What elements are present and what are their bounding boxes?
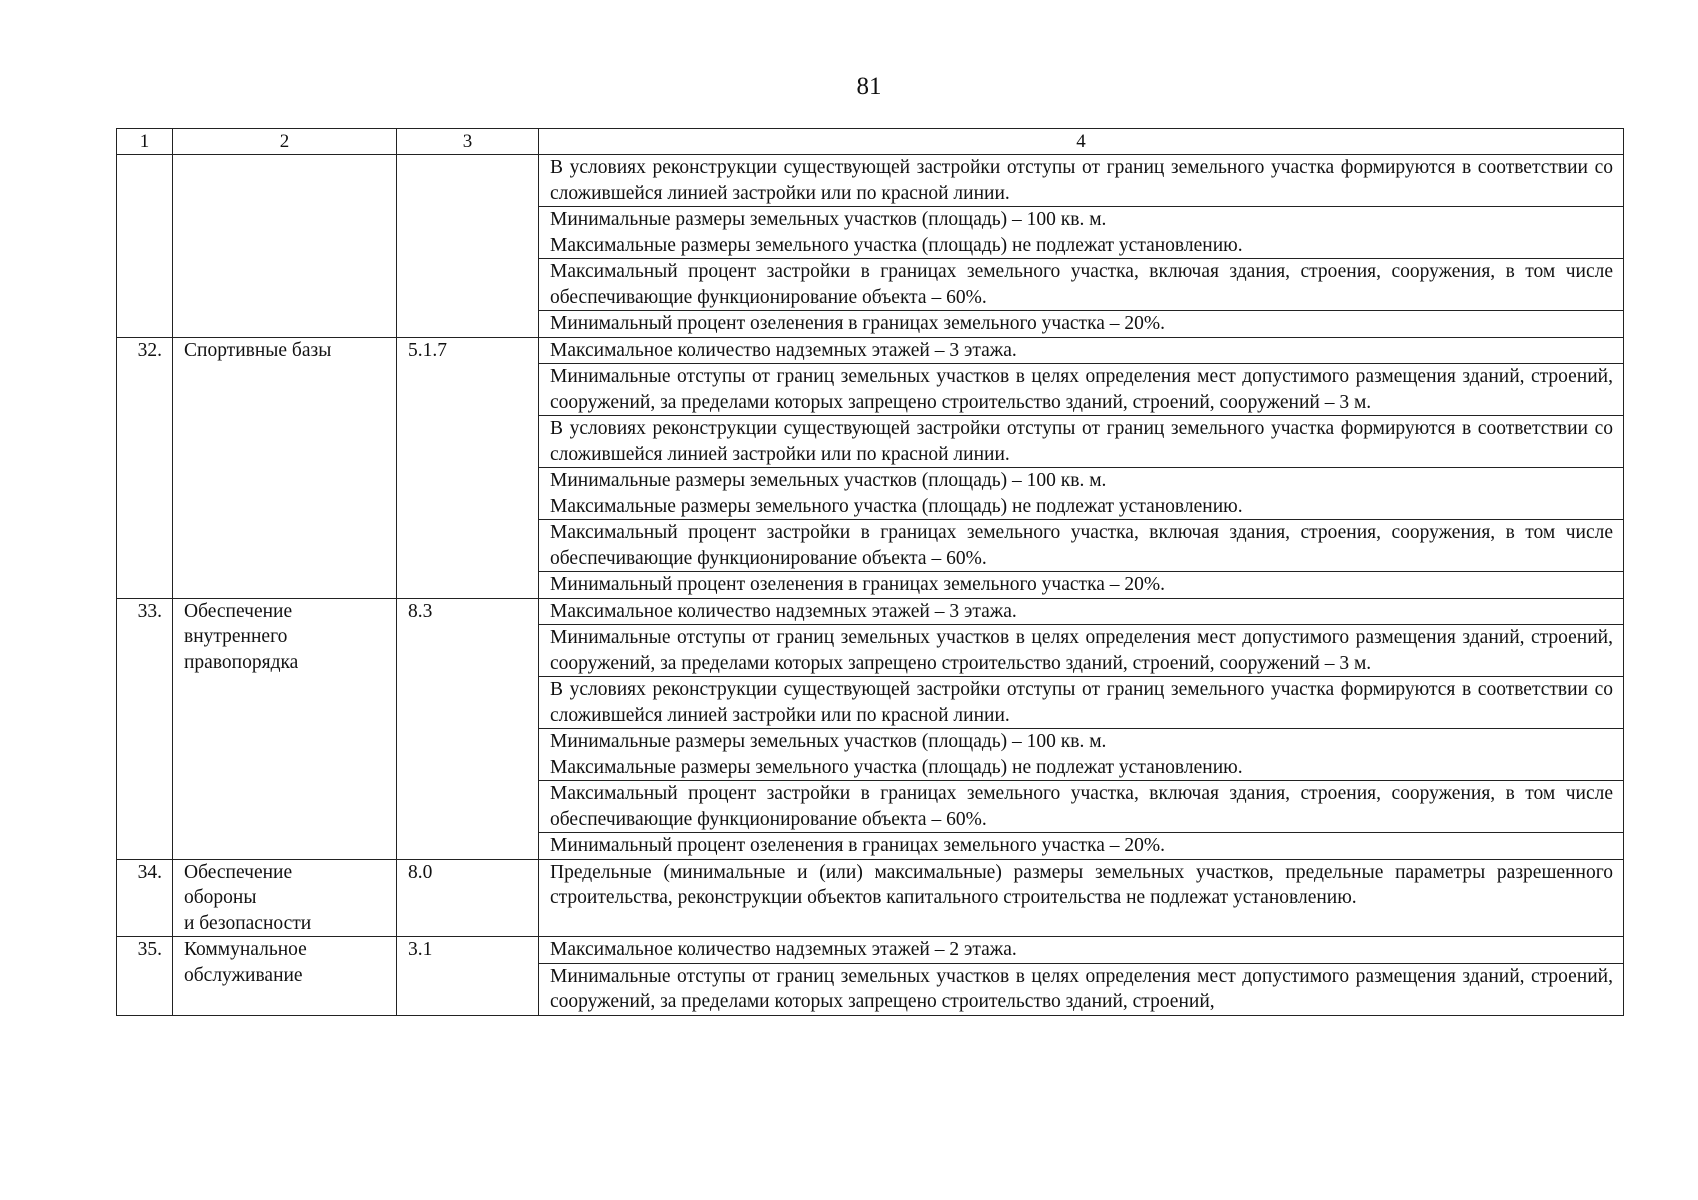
use-type-name-line: и безопасности bbox=[184, 912, 312, 934]
regulations-table bbox=[116, 128, 1624, 1016]
parameter-cell bbox=[539, 155, 1624, 207]
use-type-name-line: обороны bbox=[184, 887, 257, 908]
row-number: 33. bbox=[117, 598, 173, 859]
parameter-cell bbox=[539, 625, 1624, 677]
parameter-cell bbox=[539, 337, 1624, 364]
page-number: 81 bbox=[856, 73, 882, 100]
parameter-text: Максимальный процент застройки в границах земельного участка, включая здания, строения, сооружения, в том числе обеспечивающие функционирование объекта – 60%. bbox=[550, 522, 1613, 569]
use-type-code: 3.1 bbox=[397, 937, 539, 1016]
regulations-table-body bbox=[117, 129, 1624, 1016]
header-cell-3: 3 bbox=[397, 129, 539, 155]
parameter-text: Минимальные размеры земельных участков (площадь) – 100 кв. м. bbox=[550, 731, 1107, 752]
parameter-text: В условиях реконструкции существующей застройки отступы от границ земельного участка формируются в соответствии со сложившейся линией застройки или по красной линии. bbox=[550, 157, 1613, 204]
use-type-name bbox=[173, 598, 397, 859]
parameter-text: Минимальный процент озеленения в границах земельного участка – 20%. bbox=[550, 574, 1166, 595]
name-cell bbox=[173, 155, 397, 338]
row-number: 35. bbox=[117, 937, 173, 1016]
parameter-text: В условиях реконструкции существующей застройки отступы от границ земельного участка формируются в соответствии со сложившейся линией застройки или по красной линии. bbox=[550, 418, 1613, 465]
header-cell-2: 2 bbox=[173, 129, 397, 155]
parameter-cell bbox=[539, 520, 1624, 572]
table-row bbox=[117, 598, 1624, 625]
use-type-name-line: Коммунальное bbox=[184, 939, 307, 960]
parameter-cell bbox=[539, 781, 1624, 833]
use-type-name bbox=[173, 337, 397, 598]
parameter-cell bbox=[539, 859, 1624, 937]
parameter-cell bbox=[539, 572, 1624, 599]
parameter-text: Минимальные размеры земельных участков (площадь) – 100 кв. м. bbox=[550, 470, 1107, 491]
parameter-text: Минимальные размеры земельных участков (площадь) – 100 кв. м. bbox=[550, 209, 1107, 230]
table-header-row bbox=[117, 129, 1624, 155]
use-type-name bbox=[173, 937, 397, 1016]
use-type-name-line: внутреннего bbox=[184, 626, 288, 647]
parameter-text: Максимальное количество надземных этажей – 3 этажа. bbox=[550, 339, 1017, 361]
parameter-cell bbox=[539, 729, 1624, 781]
parameter-cell bbox=[539, 364, 1624, 416]
parameter-cell bbox=[539, 833, 1624, 860]
parameter-text: В условиях реконструкции существующей застройки отступы от границ земельного участка формируются в соответствии со сложившейся линией застройки или по красной линии. bbox=[550, 679, 1613, 726]
parameter-cell bbox=[539, 937, 1624, 964]
use-type-name-line: Обеспечение bbox=[184, 600, 293, 622]
use-type-code: 8.3 bbox=[397, 598, 539, 859]
parameter-cell bbox=[539, 207, 1624, 259]
parameter-cell bbox=[539, 468, 1624, 520]
table-row bbox=[117, 859, 1624, 937]
parameter-text: Максимальное количество надземных этажей – 3 этажа. bbox=[550, 600, 1017, 622]
use-type-code: 8.0 bbox=[397, 859, 539, 937]
parameter-text: Минимальный процент озеленения в границах земельного участка – 20%. bbox=[550, 313, 1166, 334]
use-type-name-line: обслуживание bbox=[184, 964, 303, 986]
number-cell bbox=[117, 155, 173, 338]
parameter-text: Максимальное количество надземных этажей – 2 этажа. bbox=[550, 939, 1017, 960]
parameter-text: Максимальные размеры земельного участка (площадь) не подлежат установлению. bbox=[550, 234, 1243, 256]
use-type-name-line: правопорядка bbox=[184, 651, 299, 673]
use-type-name-line: Обеспечение bbox=[184, 861, 293, 883]
use-type-name-line: Спортивные базы bbox=[184, 339, 332, 361]
row-number: 34. bbox=[117, 859, 173, 937]
parameter-cell bbox=[539, 311, 1624, 338]
parameter-text: Предельные (минимальные и (или) максимальные) размеры земельных участков, предельные параметры разрешенного строительства, реконструкции объектов капитального строительства не подлежат установлению. bbox=[550, 861, 1613, 908]
parameter-text: Минимальный процент озеленения в границах земельного участка – 20%. bbox=[550, 835, 1166, 856]
table-row bbox=[117, 337, 1624, 364]
header-cell-4: 4 bbox=[539, 129, 1624, 155]
use-type-name bbox=[173, 859, 397, 937]
header-cell-1: 1 bbox=[117, 129, 173, 155]
table-row bbox=[117, 155, 1624, 207]
code-cell bbox=[397, 155, 539, 338]
parameter-cell bbox=[539, 677, 1624, 729]
parameter-text: Максимальные размеры земельного участка (площадь) не подлежат установлению. bbox=[550, 495, 1243, 517]
use-type-code: 5.1.7 bbox=[397, 337, 539, 598]
parameter-text: Максимальный процент застройки в границах земельного участка, включая здания, строения, сооружения, в том числе обеспечивающие функционирование объекта – 60%. bbox=[550, 783, 1613, 830]
parameter-text: Минимальные отступы от границ земельных участков в целях определения мест допустимого размещения зданий, строений, сооружений, за пределами которых запрещено строительство зданий, строений, bbox=[550, 965, 1613, 1012]
table-row bbox=[117, 937, 1624, 964]
parameter-text: Максимальные размеры земельного участка (площадь) не подлежат установлению. bbox=[550, 756, 1243, 778]
parameter-cell bbox=[539, 963, 1624, 1015]
parameter-cell bbox=[539, 598, 1624, 625]
parameter-cell bbox=[539, 416, 1624, 468]
parameter-text: Максимальный процент застройки в границах земельного участка, включая здания, строения, сооружения, в том числе обеспечивающие функционирование объекта – 60%. bbox=[550, 261, 1613, 308]
parameter-text: Минимальные отступы от границ земельных участков в целях определения мест допустимого размещения зданий, строений, сооружений, за пределами которых запрещено строительство зданий, строений, сооружений – 3 м. bbox=[550, 366, 1613, 413]
row-number: 32. bbox=[117, 337, 173, 598]
parameter-text: Минимальные отступы от границ земельных участков в целях определения мест допустимого размещения зданий, строений, сооружений, за пределами которых запрещено строительство зданий, строений, сооружений – 3 м. bbox=[550, 627, 1613, 674]
parameter-cell bbox=[539, 259, 1624, 311]
